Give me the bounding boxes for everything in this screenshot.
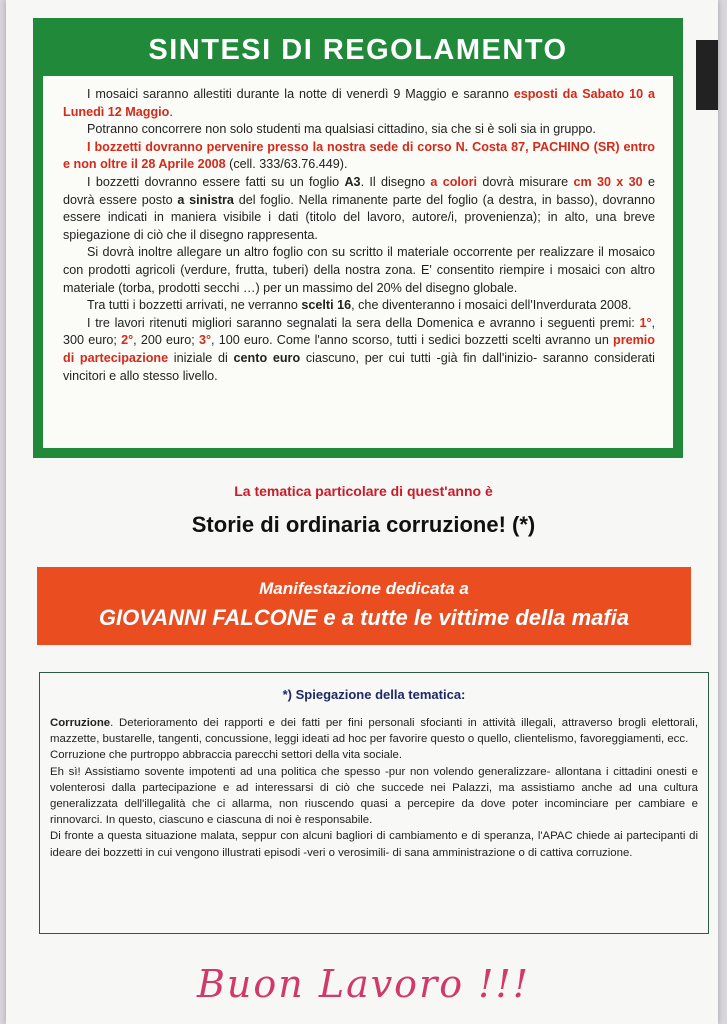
background-edge [696,40,718,110]
spieg-paragraph-3: Eh sì! Assistiamo sovente impotenti ad una politica che spesso -pur non volendo generalizzare- allontana i cittadini onesti e volenterosi dalla partecipazione e ad interessarsi di ciò che succede nei Palazzi, ma assistiamo anche ad una cultura generalizzata dell'illegalità che ci allarma, non riuscendo quasi a percepire da dove poter incominciare per cambiare e rinnovarci. In questo, ciascuno e ciascuna di noi è responsabile. [50,765,698,827]
reg-paragraph-5: Si dovrà inoltre allegare un altro foglio con su scritto il materiale occorrente per realizzare il mosaico con prodotti agricoli (verdure, frutta, tuberi) della nostra zona. E' consentito riempire i mosaici con altro materiale (torba, prodotti secchi …) per un massimo del 20% del disegno globale. [63,245,655,295]
regolamento-box [33,18,683,458]
spiegazione-text [50,715,698,861]
manifestazione-line-2: GIOVANNI FALCONE e a tutte le vittime della mafia [98,605,630,630]
spieg-paragraph-1: Corruzione. Deterioramento dei rapporti e dei fatti per fini personali sfocianti in attività illegali, attraverso brogli elettorali, mazzette, bustarelle, tangenti, concussione, leggi ideati ad hoc per favorire questo o quello, clientelismo, favoreggiamenti, ecc. [50,717,698,746]
spiegazione-title: *) Spiegazione della tematica: [282,687,466,702]
spieg-paragraph-4: Di fronte a questa situazione malata, seppur con alcuni bagliori di cambiamento e di speranza, l'APAC chiede ai partecipanti di ideare dei bozzetti in cui vengono illustrati episodi -veri o verosimili- di sana amministrazione o di cattiva corruzione. [50,830,698,859]
reg-paragraph-3: I bozzetti dovranno pervenire presso la nostra sede di corso N. Costa 87, PACHINO (SR) entro e non oltre il 28 Aprile 2008 (cell. 333/63.76.449). [63,139,655,172]
closing-signature: Buon Lavoro !!! [197,962,530,1006]
manifestazione-line-1: Manifestazione dedicata a [259,579,469,598]
reg-paragraph-1: I mosaici saranno allestiti durante la notte di venerdì 9 Maggio e saranno esposti da Sabato 10 a Lunedì 12 Maggio. [63,87,655,119]
tematica-intro: La tematica particolare di quest'anno è [234,483,493,499]
manifestazione-banner [37,567,691,645]
reg-paragraph-6: Tra tutti i bozzetti arrivati, ne verranno scelti 16, che diventeranno i mosaici dell'Inverdurata 2008. [87,298,632,313]
spiegazione-box [39,672,709,934]
regolamento-title: SINTESI DI REGOLAMENTO [43,28,673,76]
tematica-title: Storie di ordinaria corruzione! (*) [191,512,536,537]
reg-paragraph-4: I bozzetti dovranno essere fatti su un foglio A3. Il disegno a colori dovrà misurare cm 30 x 30 e dovrà essere posto a sinistra del foglio. Nella rimanente parte del foglio (a destra, in basso), dovranno essere indicati in maniera visibile i dati (titolo del lavoro, autore/i, provenienza); in alto, una breve spiegazione di ciò che il disegno rappresenta. [63,174,655,242]
regolamento-text [63,86,655,385]
reg-paragraph-7: I tre lavori ritenuti migliori saranno segnalati la sera della Domenica e avranno i seguenti premi: 1°, 300 euro; 2°, 200 euro; 3°, 100 euro. Come l'anno scorso, tutti i sedici bozzetti scelti avranno un premio di partecipazione iniziale di cento euro ciascuno, per cui tutti -già fin dall'inizio- saranno considerati vincitori e allo stesso livello. [63,315,656,383]
reg-paragraph-2: Potranno concorrere non solo studenti ma qualsiasi cittadino, sia che si è soli sia in gruppo. [87,122,596,137]
spieg-paragraph-2: Corruzione che purtroppo abbraccia parecchi settori della vita sociale. [50,749,403,762]
